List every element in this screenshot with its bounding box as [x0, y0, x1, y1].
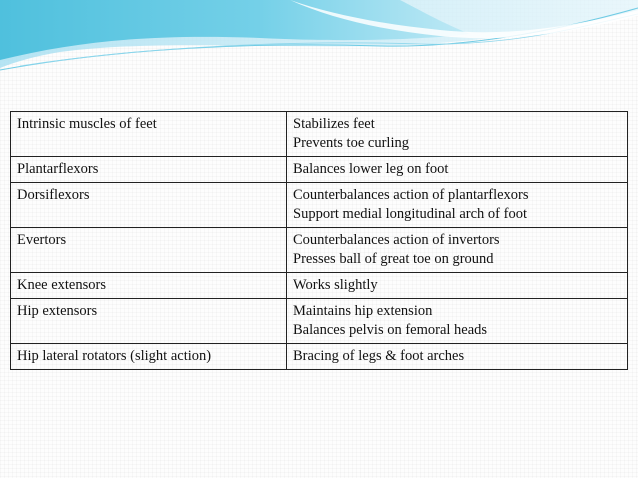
action-cell [287, 157, 628, 183]
muscle-name: Evertors [17, 232, 67, 248]
action-cell [287, 228, 628, 273]
action-line: Bracing of legs & foot arches [293, 348, 465, 364]
muscle-cell [11, 157, 287, 183]
muscle-name: Hip lateral rotators (slight action) [17, 348, 212, 364]
muscle-cell [11, 183, 287, 228]
action-line: Balances lower leg on foot [293, 161, 449, 177]
table-row [11, 157, 628, 183]
action-line: Stabilizes feet [293, 116, 375, 132]
action-line: Counterbalances action of plantarflexors [293, 187, 529, 203]
decorative-wave-header [0, 0, 638, 80]
muscle-action-table [10, 111, 628, 370]
muscle-cell [11, 273, 287, 299]
action-cell [287, 183, 628, 228]
table-row [11, 273, 628, 299]
muscle-name: Intrinsic muscles of feet [17, 116, 157, 132]
action-cell [287, 273, 628, 299]
muscle-name: Hip extensors [17, 303, 98, 319]
action-line: Prevents toe curling [293, 135, 409, 151]
action-cell [287, 299, 628, 344]
action-line: Balances pelvis on femoral heads [293, 322, 488, 338]
action-cell [287, 112, 628, 157]
muscle-cell [11, 344, 287, 370]
table-row [11, 228, 628, 273]
table-row [11, 299, 628, 344]
action-cell [287, 344, 628, 370]
action-line: Maintains hip extension [293, 303, 433, 319]
muscle-cell [11, 228, 287, 273]
action-line: Works slightly [293, 277, 378, 293]
muscle-name: Knee extensors [17, 277, 106, 293]
action-line: Presses ball of great toe on ground [293, 251, 494, 267]
table-row [11, 183, 628, 228]
muscle-name: Dorsiflexors [17, 187, 90, 203]
action-line: Support medial longitudinal arch of foot [293, 206, 527, 222]
muscle-cell [11, 299, 287, 344]
muscle-cell [11, 112, 287, 157]
table-row [11, 344, 628, 370]
action-line: Counterbalances action of invertors [293, 232, 500, 248]
muscle-name: Plantarflexors [17, 161, 99, 177]
table-row [11, 112, 628, 157]
